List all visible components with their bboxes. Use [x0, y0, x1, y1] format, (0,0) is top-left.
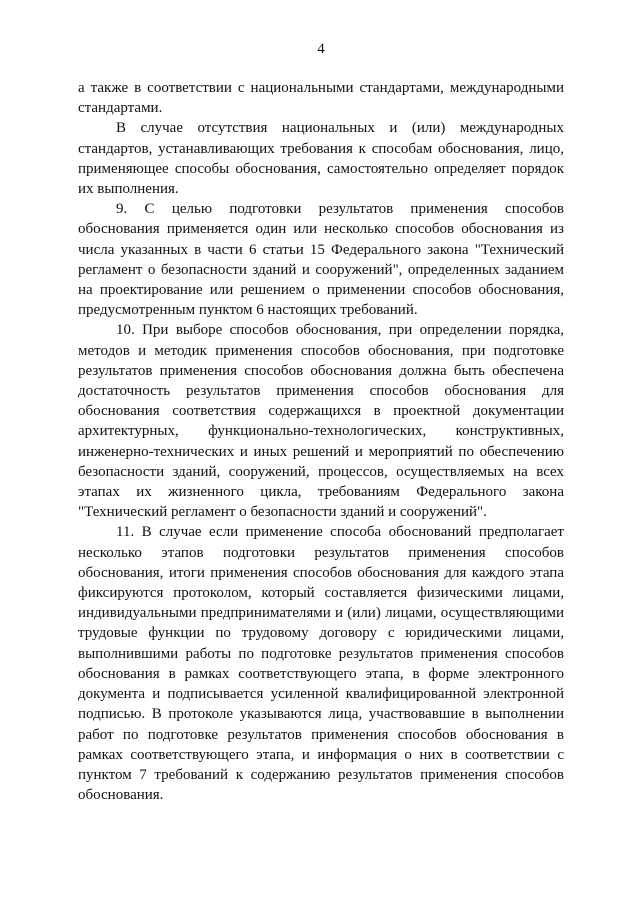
page-number: 4: [317, 41, 325, 57]
paragraph-item-11: 11. В случае если применение способа обоснований предполагает несколько этапов подготовки результатов применения способов обоснования, итоги применения способов обоснования для каждого этапа фиксируются протоколом, который составляется физическими лицами, индивидуальными предпринимателями и (или) лицами, осуществляющими трудовые функции по трудовому договору с юридическими лицами, выполнившими работы по подготовке результатов применения способов обоснования в рамках соответствующего этапа, в форме электронного документа и подписывается усиленной квалифицированной электронной подписью. В протоколе указываются лица, участвовавшие в выполнении работ по подготовке результатов применения способов обоснования в рамках соответствующего этапа, и информация о них в соответствии с пунктом 7 требований к содержанию результатов применения способов обоснования.: [78, 524, 564, 804]
paragraph-item-9: 9. С целью подготовки результатов применения способов обоснования применяется один или несколько способов обоснования из числа указанных в части 6 статьи 15 Федерального закона "Технический регламент о безопасности зданий и сооружений", определенных заданием на проектирование или решением о применении способов обоснования, предусмотренным пунктом 6 настоящих требований.: [78, 201, 564, 319]
paragraph-no-standards: В случае отсутствия национальных и (или) международных стандартов, устанавливающих требования к способам обоснования, лицо, применяющее способы обоснования, самостоятельно определяет порядок их выполнения.: [78, 120, 564, 198]
paragraph-item-10: 10. При выборе способов обоснования, при определении порядка, методов и методик применения способов обоснования, при подготовке результатов применения способов обоснования должна быть обеспечена достаточность результатов применения способов обоснования для обоснования соответствия содержащихся в проектной документации архитектурных, функционально-технологических, конструктивных, инженерно-технических и иных решений и мероприятий по обеспечению безопасности зданий, сооружений, процессов, осуществляемых на всех этапах их жизненного цикла, требованиям Федерального закона "Технический регламент о безопасности зданий и сооружений".: [78, 322, 564, 521]
paragraph-continuation: а также в соответствии с национальными стандартами, международными стандартами.: [78, 80, 564, 117]
document-page: [78, 40, 564, 805]
